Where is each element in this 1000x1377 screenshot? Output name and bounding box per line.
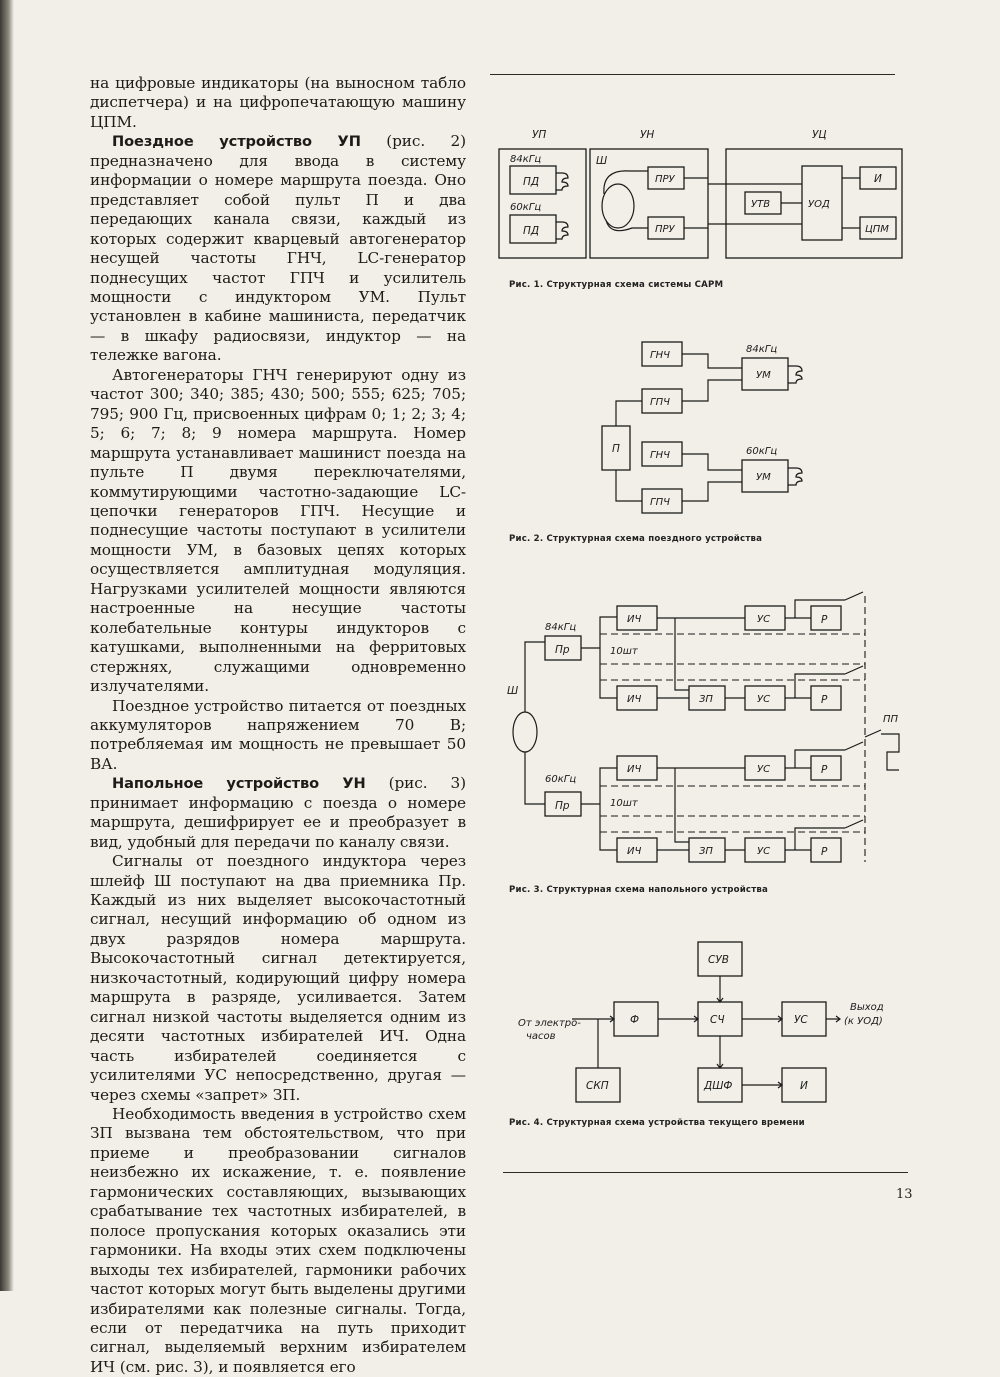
fig3-r-3-label: Р — [821, 764, 828, 776]
page-number: 13 — [896, 1187, 913, 1202]
fig3-us-3-label: УС — [757, 764, 771, 775]
fig3-freq-84: 84кГц — [545, 622, 577, 633]
fig3-ich-3-label: ИЧ — [627, 764, 642, 775]
fig3-ich-4-label: ИЧ — [627, 846, 642, 857]
figure-2-caption: Рис. 2. Структурная схема поездного устройства — [509, 534, 763, 544]
fig1-utv-label: УТВ — [751, 199, 771, 210]
fig4-input-line1: От электро- — [518, 1018, 581, 1029]
figure-2-diagram — [590, 334, 830, 524]
figure-3-diagram — [495, 592, 925, 877]
paragraph-6: Сигналы от поездного индуктора через шлейф Ш поступают на два приемника Пр. Каждый из них выделяет высокочастотный сигнал, несущий информацию об одном из двух разрядов номера маршрута. Высокочастотный сигнал детектируется, низкочастотный, кодирующий цифру номера маршрута в разряде, усиливается. Затем сигнал низкой частоты выделяется одним из десяти частотных избирателей ИЧ. Одна часть избирателей соединяется с усилителями УС непосредственно, другая — через схемы «запрет» ЗП. — [90, 852, 466, 1104]
fig4-output-line2: (к УОД) — [844, 1016, 883, 1027]
figure-4-diagram — [514, 938, 914, 1108]
fig4-input-line2: часов — [526, 1031, 556, 1042]
fig3-us-4-label: УС — [757, 846, 771, 857]
fig1-sh-label: Ш — [596, 155, 608, 167]
fig3-r-1-label: Р — [821, 614, 828, 626]
fig1-pd-bottom-label: ПД — [523, 225, 540, 237]
fig1-block-un — [590, 149, 708, 258]
fig1-pd-top-label: ПД — [523, 176, 540, 188]
paragraph-5 — [90, 774, 466, 852]
fig1-tspm-label: ЦПМ — [865, 224, 889, 235]
fig3-ten-bottom: 10шт — [610, 798, 638, 809]
paragraph-4: Поездное устройство питается от поездных аккумуляторов напряжением 70 В; потребляемая им мощность не превышает 50 ВА. — [90, 696, 466, 773]
fig4-f-label: Ф — [630, 1014, 640, 1026]
fig3-pr-top-label: Пр — [555, 644, 570, 656]
figure-4-caption: Рис. 4. Структурная схема устройства текущего времени — [509, 1118, 805, 1128]
fig3-sh-label: Ш — [507, 685, 519, 697]
heading-floor-device: Напольное устройство УН — [112, 775, 366, 793]
fig1-label-un: УН — [640, 129, 655, 141]
fig4-i-label: И — [800, 1080, 808, 1092]
fig1-freq-84: 84кГц — [510, 154, 542, 165]
fig1-uod-label: УОД — [808, 199, 830, 210]
fig3-us-2-label: УС — [757, 694, 771, 705]
fig4-us-label: УС — [794, 1014, 808, 1026]
fig1-freq-60: 60кГц — [510, 202, 542, 213]
fig3-pp-label: ПП — [883, 714, 899, 725]
fig3-r-4-label: Р — [821, 846, 828, 858]
fig1-pru-top-label: ПРУ — [655, 174, 675, 185]
page-edge-shadow — [0, 0, 14, 1291]
fig3-ten-top: 10шт — [610, 646, 638, 657]
bottom-rule — [503, 1172, 908, 1173]
heading-train-device: Поездное устройство УП — [112, 133, 361, 151]
figure-1-caption: Рис. 1. Структурная схема системы САРМ — [509, 280, 724, 290]
fig4-skp-label: СКП — [586, 1080, 609, 1092]
fig4-output-line1: Выход — [850, 1002, 884, 1013]
fig2-freq-60: 60кГц — [746, 446, 778, 457]
top-rule — [490, 74, 895, 75]
fig2-p-label: П — [612, 443, 620, 455]
figure-3-caption: Рис. 3. Структурная схема напольного устройства — [509, 885, 769, 895]
paragraph-2 — [90, 132, 466, 365]
fig3-r-2-label: Р — [821, 694, 828, 706]
fig4-sch-label: СЧ — [710, 1014, 725, 1026]
paragraph-2-body: (рис. 2) предназначено для ввода в систему информации о номере маршрута поезда. Оно представляет собой пульт П и два передающих канала связи, каждый из которых содержит кварцевый автогенератор несущей частоты ГНЧ, LC-генератор поднесущих частот ГПЧ и усилитель мощности с индуктором УМ. Пульт установлен в кабине машиниста, передатчик — в шкафу радиосвязи, индуктор — на тележке вагона. — [90, 132, 466, 365]
article-text-column — [90, 74, 466, 1377]
fig3-us-1-label: УС — [757, 614, 771, 625]
fig1-pru-bottom-label: ПРУ — [655, 224, 675, 235]
fig3-zp-2-label: ЗП — [699, 846, 713, 857]
fig2-gnch-top-label: ГНЧ — [650, 350, 670, 361]
fig2-gpch-bottom-label: ГПЧ — [650, 497, 670, 508]
fig2-um-bottom-label: УМ — [756, 472, 771, 483]
fig2-freq-84: 84кГц — [746, 344, 778, 355]
fig3-zp-1-label: ЗП — [699, 694, 713, 705]
fig4-suv-label: СУВ — [708, 954, 729, 966]
fig2-gnch-bottom-label: ГНЧ — [650, 450, 670, 461]
paragraph-1: на цифровые индикаторы (на выносном табло диспетчера) и на цифропечатающую машину ЦПМ. — [90, 74, 466, 131]
figure-1-diagram — [490, 124, 910, 274]
fig1-label-up: УП — [532, 129, 547, 141]
fig3-ich-2-label: ИЧ — [627, 694, 642, 705]
fig2-um-top-label: УМ — [756, 370, 771, 381]
fig3-ich-1-label: ИЧ — [627, 614, 642, 625]
paragraph-5-body: (рис. 3) принимает информацию с поезда о номере маршрута, дешифрирует ее и преобразует в вид, удобный для передачи по каналу связи. — [90, 774, 466, 851]
fig3-freq-60: 60кГц — [545, 774, 577, 785]
paragraph-7: Необходимость введения в устройство схем ЗП вызвана тем обстоятельством, что при приеме и преобразовании сигналов неизбежно их искажение, т. е. появление гармонических составляющих, вызывающих срабатывание тех частотных избирателей, в полосе пропускания которых оказались эти гармоники. На входы этих схем подключены выходы тех избирателей, гармоники рабочих частот которых могут быть выделены другими избирателями как полезные сигналы. Тогда, если от передатчика на путь приходит сигнал, выделяемый верхним избирателем ИЧ (см. рис. 3), и появляется его — [90, 1105, 466, 1376]
fig2-gpch-top-label: ГПЧ — [650, 397, 670, 408]
paragraph-3: Автогенераторы ГНЧ генерируют одну из частот 300; 340; 385; 430; 500; 555; 625; 705; 795; 900 Гц, присвоенных цифрам 0; 1; 2; 3; 4; 5; 6; 7; 8; 9 номера маршрута. Номер маршрута устанавливает машинист поезда на пульте П двумя переключателями, коммутирующими частотно-задающие LC-цепочки генераторов ГПЧ. Несущие и поднесущие частоты поступают в усилители мощности УМ, в базовых цепях которых осуществляется амплитудная модуляция. Нагрузками усилителей мощности являются настроенные на несущие частоты колебательные контуры индукторов с катушками, выполненными на ферритовых стержнях, служащими одновременно излучателями. — [90, 365, 466, 696]
fig4-dshf-label: ДШФ — [704, 1080, 733, 1092]
fig1-label-uc: УЦ — [812, 129, 827, 141]
fig3-pr-bottom-label: Пр — [555, 800, 570, 812]
fig1-i-label: И — [874, 173, 882, 185]
